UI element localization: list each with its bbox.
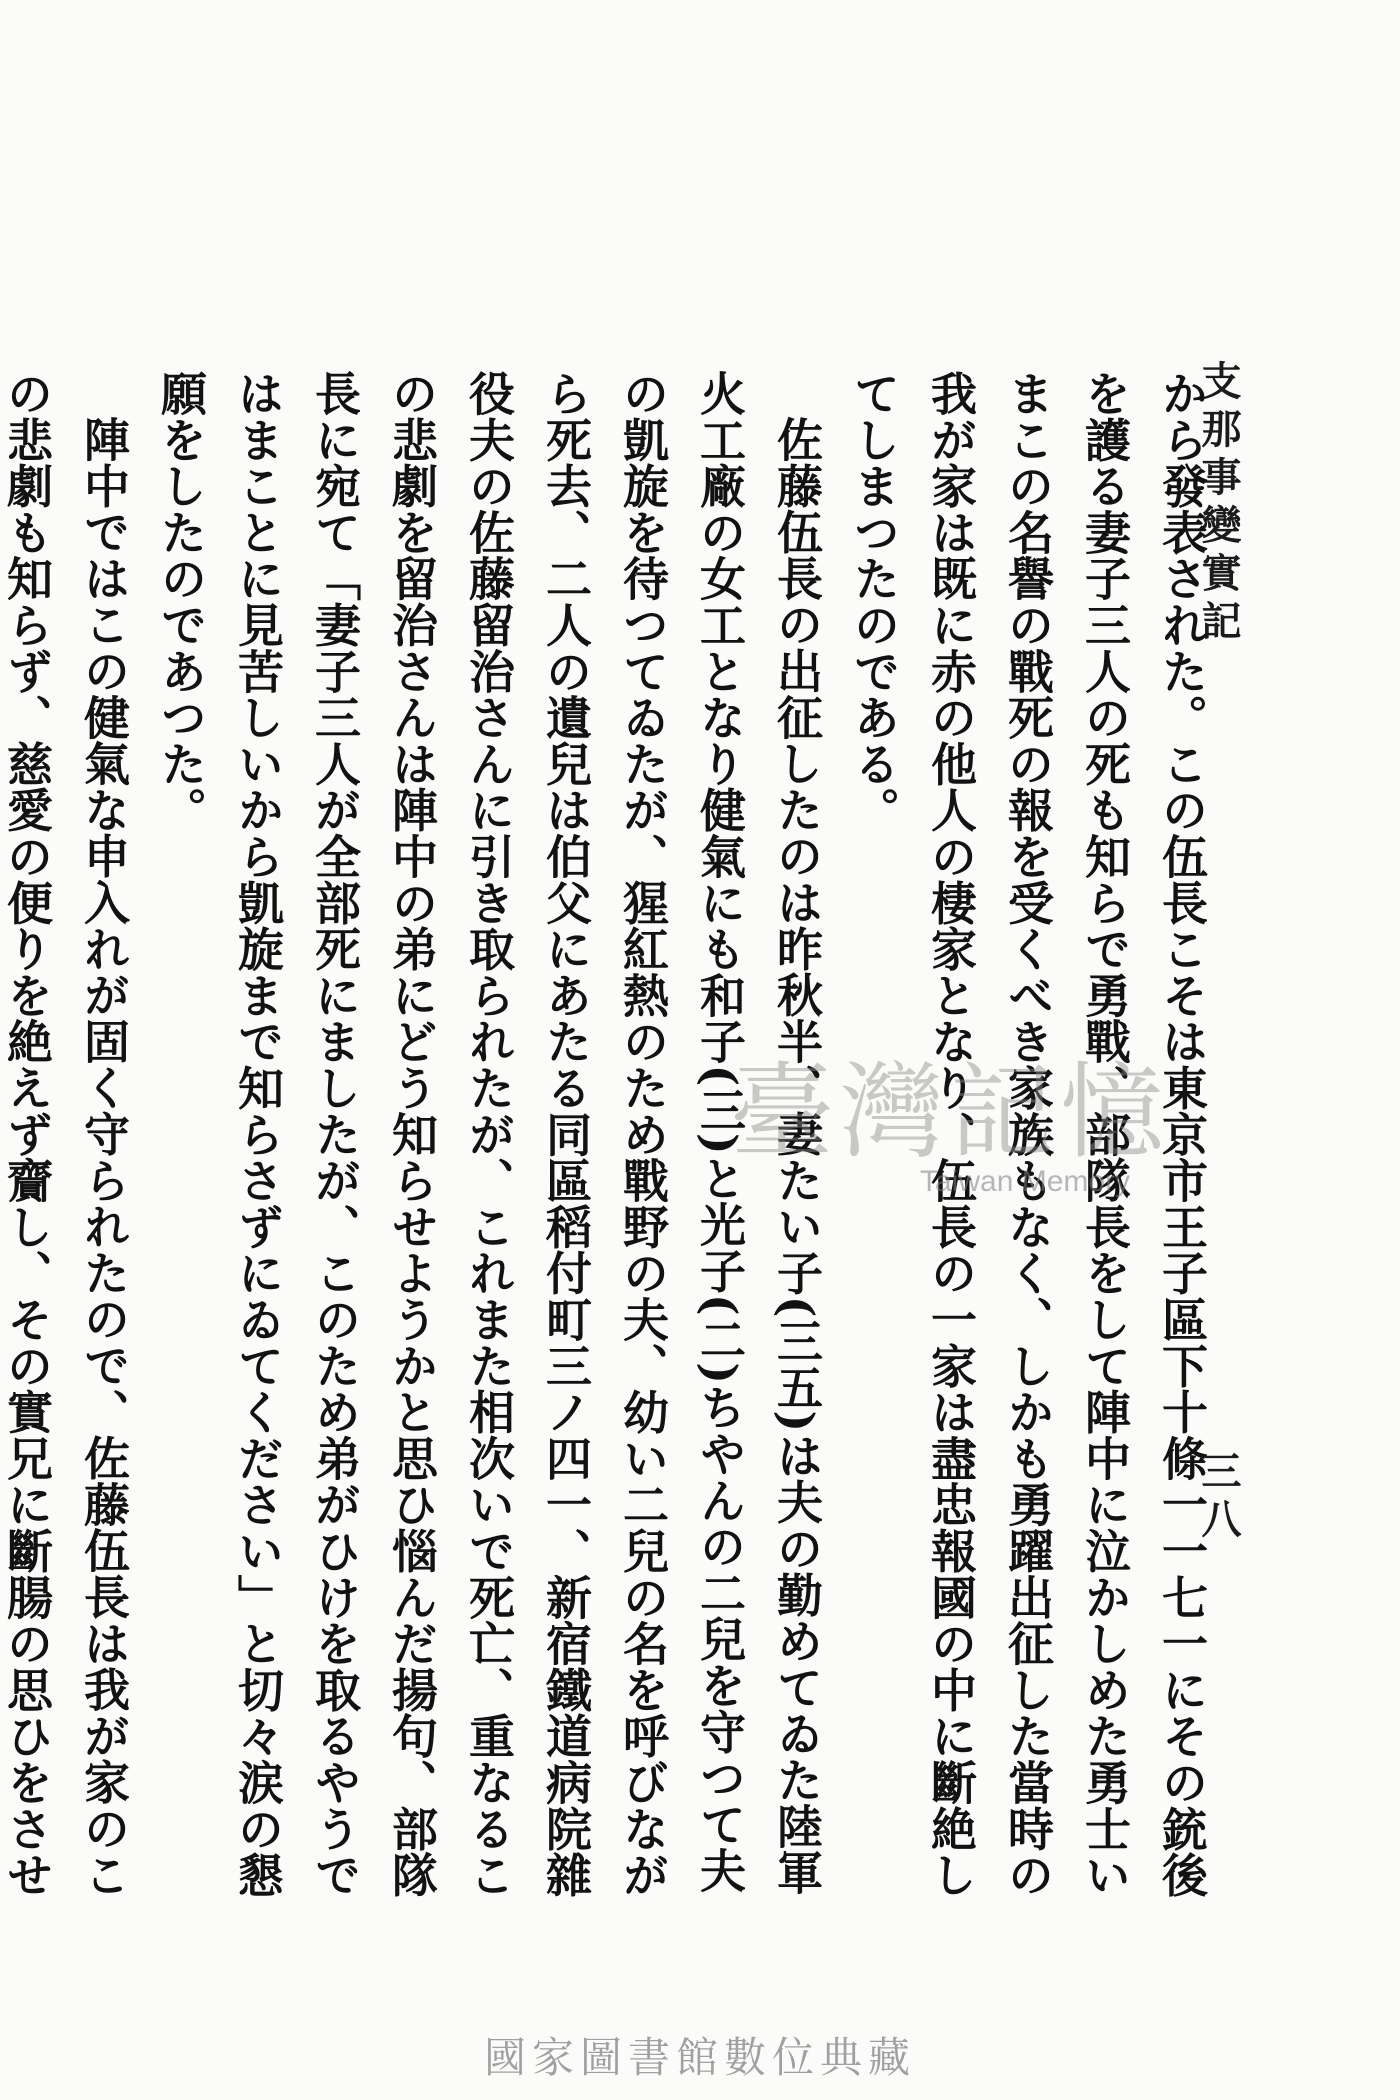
library-footer: 國家圖書館數位典藏 xyxy=(483,2033,916,2082)
watermark-logo-text: 臺灣記憶 xyxy=(730,1051,1171,1173)
paragraph-1: から發表された。この伍長こそは東京市王子區下十條一一七一にその銃後を護る妻子三人の死も知らで勇戰、部隊長をして陣中に泣かしめた勇士いまこの名譽の戰死の報を受くべき家族もなく、しかも勇躍出征した當時の我が家は既に赤の他人の棲家となり、伍長の一家は盡忠報國の中に斷絶してしまつたのである。 xyxy=(847,370,1209,1898)
running-title: 支那事變實記 xyxy=(1195,360,1242,648)
paragraph-2: 佐藤伍長の出征したのは昨秋半、妻たい子(三五)は夫の勤めてゐた陸軍火工廠の女工となり健氣にも和子(三)と光子(二)ちやんの二兒を守つて夫の凱旋を待つてゐたが、猩紅熱のため戰野の夫、幼い二兒の名を呼びながら死去、二人の遺兒は伯父にあたる同區稻付町三ノ四一、新宿鐵道病院雜役夫の佐藤留治さんに引き取られたが、これまた相次いで死亡、重なるこの悲劇を留治さんは陣中の弟にどう知らせようかと思ひ惱んだ揚句、部隊長に宛て「妻子三人が全部死にましたが、このため弟がひけを取るやうではまことに見苦しいから凱旋まで知らさずにゐてください」と切々涙の懇願をしたのであつた。 xyxy=(154,370,824,1898)
page-number: 三八 xyxy=(1195,1450,1242,1546)
paragraph-3: 陣中ではこの健氣な申入れが固く守られたので、佐藤伍長は我が家のこの悲劇も知らず、慈愛の便りを絶えず齎し、その實兄に斷腸の思ひをさせ xyxy=(0,370,131,1898)
watermark-subtitle: Taiwan Memory xyxy=(920,1165,1131,1198)
body-text xyxy=(0,370,1220,1910)
